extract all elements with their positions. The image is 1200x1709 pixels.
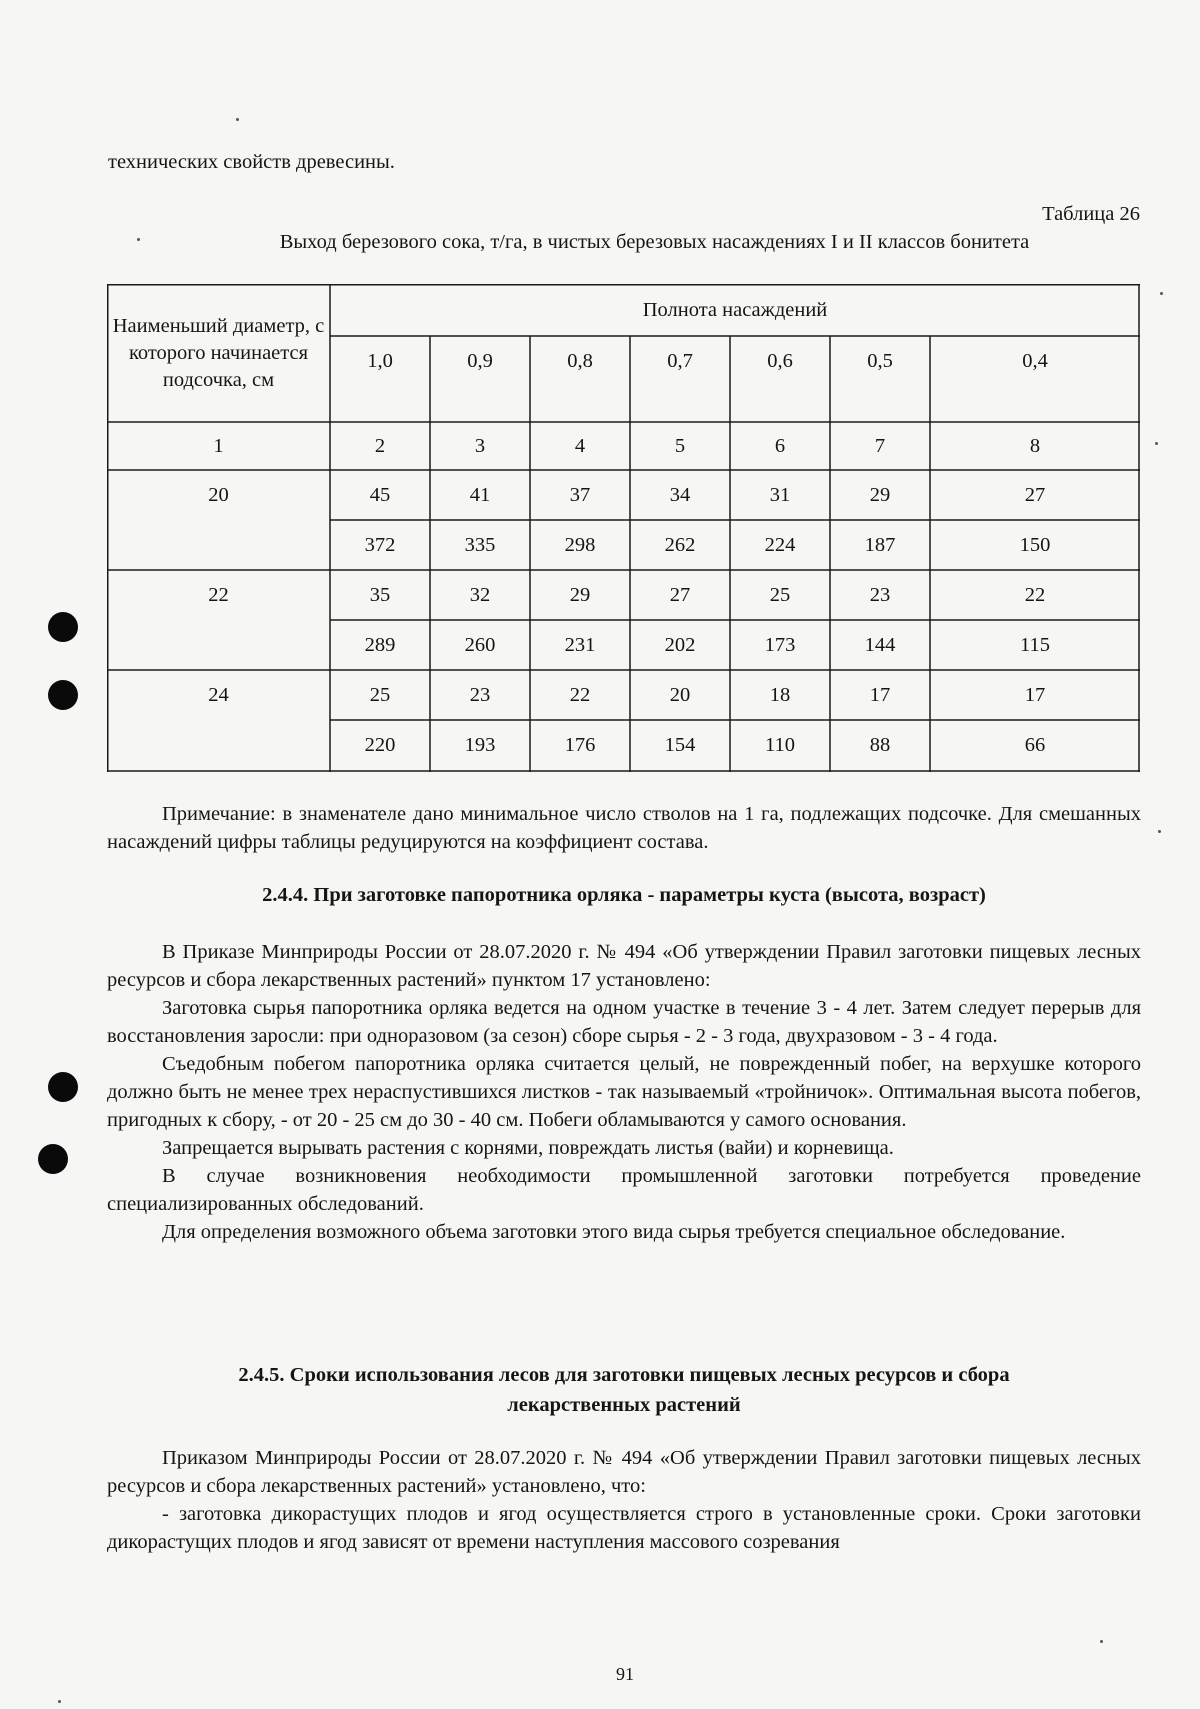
yield-cell: 22: [1024, 583, 1046, 606]
column-number: 2: [374, 434, 386, 457]
density-header: 0,7: [667, 350, 693, 372]
column-number: 8: [1029, 434, 1041, 457]
trunks-cell: 150: [1019, 533, 1051, 556]
diameter-cell: 20: [208, 483, 229, 506]
trunks-cell: 187: [864, 533, 896, 556]
paragraph: Запрещается вырывать растения с корнями, повреждать листья (вайи) и корневища.: [162, 1137, 894, 1159]
yield-cell: 37: [569, 483, 591, 506]
yield-cell: 29: [569, 583, 591, 606]
paragraph: В Приказе Минприроды России от 28.07.2020 г. № 494 «Об утверждении Правил заготовки пищевых лесных ресурсов и сбора лекарственных растений» пунктом 17 установлено:: [107, 941, 1141, 991]
column-number: 1: [213, 434, 224, 457]
scan-speck: [1158, 830, 1161, 833]
yield-cell: 18: [769, 683, 791, 706]
column-number: 5: [674, 434, 686, 457]
section-2-4-4-body: [107, 938, 1141, 1246]
trunks-cell: 173: [764, 633, 796, 656]
trunks-cell: 88: [869, 733, 891, 756]
trunks-cell: 115: [1020, 633, 1050, 656]
column-number: 3: [474, 434, 486, 457]
sap-yield-table: [107, 284, 1140, 772]
yield-cell: 17: [869, 683, 891, 706]
trunks-cell: 260: [464, 633, 496, 656]
row-header-cell: Наименьший диаметр, с которого начинается подсочка, см: [112, 314, 325, 391]
trunks-cell: 231: [564, 633, 596, 656]
table-label: Таблица 26: [1042, 203, 1140, 225]
punch-hole: [48, 612, 78, 642]
column-number: 4: [574, 434, 586, 457]
density-header: 1,0: [367, 350, 393, 372]
yield-cell: 41: [469, 483, 491, 506]
yield-cell: 20: [669, 683, 691, 706]
yield-cell: 31: [769, 483, 791, 506]
scan-speck: [1155, 442, 1158, 445]
density-header: 0,8: [567, 350, 593, 372]
trunks-cell: 335: [464, 533, 496, 556]
density-header: 0,9: [467, 350, 493, 372]
scan-speck: [58, 1700, 61, 1703]
yield-cell: 25: [369, 683, 391, 706]
yield-cell: 32: [469, 583, 491, 606]
scan-speck: [1100, 1640, 1103, 1643]
diameter-cell: 22: [208, 583, 229, 606]
diameter-cell: 24: [208, 683, 229, 706]
yield-cell: 29: [869, 483, 891, 506]
group-header-cell: Полнота насаждений: [642, 298, 828, 321]
yield-cell: 27: [669, 583, 691, 606]
trunks-cell: 202: [664, 633, 696, 656]
section-heading-2-4-5: [107, 1360, 1141, 1420]
trunks-cell: 193: [464, 733, 496, 756]
yield-cell: 17: [1024, 683, 1046, 706]
yield-cell: 23: [869, 583, 891, 606]
punch-hole: [48, 680, 78, 710]
yield-cell: 45: [369, 483, 391, 506]
density-header: 0,4: [1022, 350, 1048, 372]
trunks-cell: 262: [664, 533, 696, 556]
paragraph: Съедобным побегом папоротника орляка считается целый, не поврежденный побег, на верхушке которого должно быть не менее трех нераспустившихся листков - так называемый «тройничок». Оптимальная высота побегов, пригодных к сбору, - от 20 - 25 см до 30 - 40 см. Побеги обламываются у самого основания.: [107, 1053, 1141, 1131]
scan-speck: [236, 118, 239, 121]
paragraph: В случае возникновения необходимости промышленной заготовки потребуется проведение специализированных обследований.: [107, 1165, 1141, 1215]
page-number: 91: [616, 1664, 634, 1684]
section-2-4-5-body: [107, 1444, 1141, 1556]
yield-cell: 23: [469, 683, 491, 706]
scan-speck: [1160, 292, 1163, 295]
paragraph: Заготовка сырья папоротника орляка ведется на одном участке в течение 3 - 4 лет. Затем следует перерыв для восстановления заросли: при одноразовом (за сезон) сборе сырья - 2 - 3 года, двухразовом - 3 - 4 года.: [107, 997, 1141, 1047]
trunks-cell: 110: [765, 733, 795, 756]
trunks-cell: 298: [564, 533, 596, 556]
density-header: 0,6: [767, 350, 793, 372]
heading-line: лекарственных растений: [507, 1394, 741, 1416]
trunks-cell: 289: [364, 633, 396, 656]
table-note: Примечание: в знаменателе дано минимальное число стволов на 1 га, подлежащих подсочке. Для смешанных насаждений цифры таблицы редуцируются на коэффициент состава.: [107, 803, 1141, 853]
heading-line: 2.4.5. Сроки использования лесов для заготовки пищевых лесных ресурсов и сбора: [238, 1364, 1010, 1386]
table-title: Выход березового сока, т/га, в чистых березовых насаждениях I и II классов бонитета: [279, 231, 1030, 253]
density-header: 0,5: [867, 350, 893, 372]
column-number: 7: [874, 434, 886, 457]
trunks-cell: 176: [564, 733, 596, 756]
punch-hole: [38, 1144, 68, 1174]
trunks-cell: 66: [1024, 733, 1046, 756]
yield-cell: 27: [1024, 483, 1046, 506]
paragraph: - заготовка дикорастущих плодов и ягод осуществляется строго в установленные сроки. Сроки заготовки дикорастущих плодов и ягод зависят от времени наступления массового созревания: [107, 1503, 1141, 1553]
paragraph: Для определения возможного объема заготовки этого вида сырья требуется специальное обследование.: [162, 1221, 1066, 1243]
yield-cell: 34: [669, 483, 691, 506]
paragraph: Приказом Минприроды России от 28.07.2020 г. № 494 «Об утверждении Правил заготовки пищевых лесных ресурсов и сбора лекарственных растений» установлено, что:: [107, 1447, 1141, 1497]
yield-cell: 25: [769, 583, 791, 606]
section-heading-2-4-4: 2.4.4. При заготовке папоротника орляка - параметры куста (высота, возраст): [262, 884, 986, 906]
trunks-cell: 154: [664, 733, 696, 756]
trunks-cell: 224: [764, 533, 796, 556]
punch-hole: [48, 1072, 78, 1102]
trunks-cell: 144: [864, 633, 896, 656]
column-number: 6: [774, 434, 786, 457]
yield-cell: 22: [569, 683, 591, 706]
trunks-cell: 372: [364, 533, 396, 556]
continuation-line: технических свойств древесины.: [108, 151, 395, 173]
yield-cell: 35: [369, 583, 391, 606]
trunks-cell: 220: [364, 733, 396, 756]
